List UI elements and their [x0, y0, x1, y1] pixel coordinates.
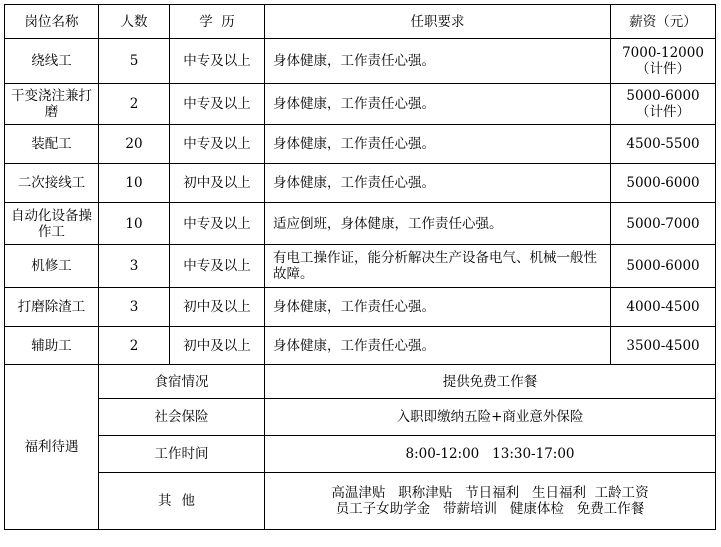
requirements-cell: 有电工操作证，能分析解决生产设备电气、机械一般性故障。 [265, 245, 611, 288]
benefit-value: 提供免费工作餐 [265, 365, 716, 399]
education-cell: 中专及以上 [170, 84, 265, 125]
salary-cell: 5000-7000 [611, 203, 716, 245]
table-row [5, 125, 716, 164]
header-education: 学 历 [170, 5, 265, 39]
requirements-cell: 适应倒班，身体健康，工作责任心强。 [265, 203, 611, 245]
benefit-name: 社会保险 [99, 399, 265, 436]
salary-cell: 4500-5500 [611, 125, 716, 164]
table-row [5, 39, 716, 84]
requirements-cell: 身体健康，工作责任心强。 [265, 164, 611, 203]
benefits-label: 福利待遇 [5, 365, 99, 530]
count-cell: 3 [99, 288, 170, 327]
education-cell: 初中及以上 [170, 288, 265, 327]
salary-range: 5000-6000 [626, 88, 700, 104]
table-row [5, 84, 716, 125]
header-count: 人数 [99, 5, 170, 39]
position-cell: 辅助工 [5, 327, 99, 365]
education-cell: 初中及以上 [170, 164, 265, 203]
salary-cell [611, 84, 716, 125]
benefit-row [5, 399, 716, 436]
requirements-cell: 身体健康，工作责任心强。 [265, 39, 611, 84]
benefit-value-line: 高温津贴 职称津贴 节日福利 生日福利 工龄工资 [331, 485, 649, 501]
recruitment-table [4, 4, 716, 530]
requirements-cell: 身体健康，工作责任心强。 [265, 125, 611, 164]
benefit-name: 工作时间 [99, 436, 265, 473]
education-cell: 中专及以上 [170, 245, 265, 288]
education-cell: 初中及以上 [170, 327, 265, 365]
benefit-row [5, 436, 716, 473]
header-position: 岗位名称 [5, 5, 99, 39]
benefit-value-line: 员工子女助学金 带薪培训 健康体检 免费工作餐 [335, 501, 645, 517]
requirements-cell: 身体健康，工作责任心强。 [265, 288, 611, 327]
salary-cell: 3500-4500 [611, 327, 716, 365]
count-cell: 5 [99, 39, 170, 84]
salary-cell: 5000-6000 [611, 164, 716, 203]
position-cell: 自动化设备操作工 [5, 203, 99, 245]
count-cell: 10 [99, 164, 170, 203]
position-cell: 绕线工 [5, 39, 99, 84]
table-header-row [5, 5, 716, 39]
position-cell: 二次接线工 [5, 164, 99, 203]
requirements-cell: 身体健康，工作责任心强。 [265, 84, 611, 125]
benefit-value: 入职即缴纳五险+商业意外保险 [265, 399, 716, 436]
count-cell: 2 [99, 327, 170, 365]
salary-range: 7000-12000 [622, 45, 704, 61]
benefit-value: 8:00-12:00 13:30-17:00 [265, 436, 716, 473]
salary-cell [611, 39, 716, 84]
table-row [5, 203, 716, 245]
salary-cell: 5000-6000 [611, 245, 716, 288]
table-row [5, 164, 716, 203]
count-cell: 2 [99, 84, 170, 125]
benefit-row [5, 365, 716, 399]
count-cell: 20 [99, 125, 170, 164]
position-cell: 装配工 [5, 125, 99, 164]
count-cell: 10 [99, 203, 170, 245]
count-cell: 3 [99, 245, 170, 288]
benefit-name: 其他 [99, 473, 265, 530]
education-cell: 中专及以上 [170, 203, 265, 245]
header-salary: 薪资（元） [611, 5, 716, 39]
benefit-row [5, 473, 716, 530]
position-cell: 打磨除渣工 [5, 288, 99, 327]
table-row [5, 288, 716, 327]
position-cell: 机修工 [5, 245, 99, 288]
header-requirements: 任职要求 [265, 5, 611, 39]
table-row [5, 327, 716, 365]
benefit-name: 食宿情况 [99, 365, 265, 399]
education-cell: 中专及以上 [170, 39, 265, 84]
benefit-value [265, 473, 716, 530]
position-cell: 干变浇注兼打磨 [5, 84, 99, 125]
requirements-cell: 身体健康，工作责任心强。 [265, 327, 611, 365]
education-cell: 中专及以上 [170, 125, 265, 164]
salary-cell: 4000-4500 [611, 288, 716, 327]
table-row [5, 245, 716, 288]
salary-note: （计件） [636, 104, 690, 120]
salary-note: （计件） [636, 61, 690, 77]
